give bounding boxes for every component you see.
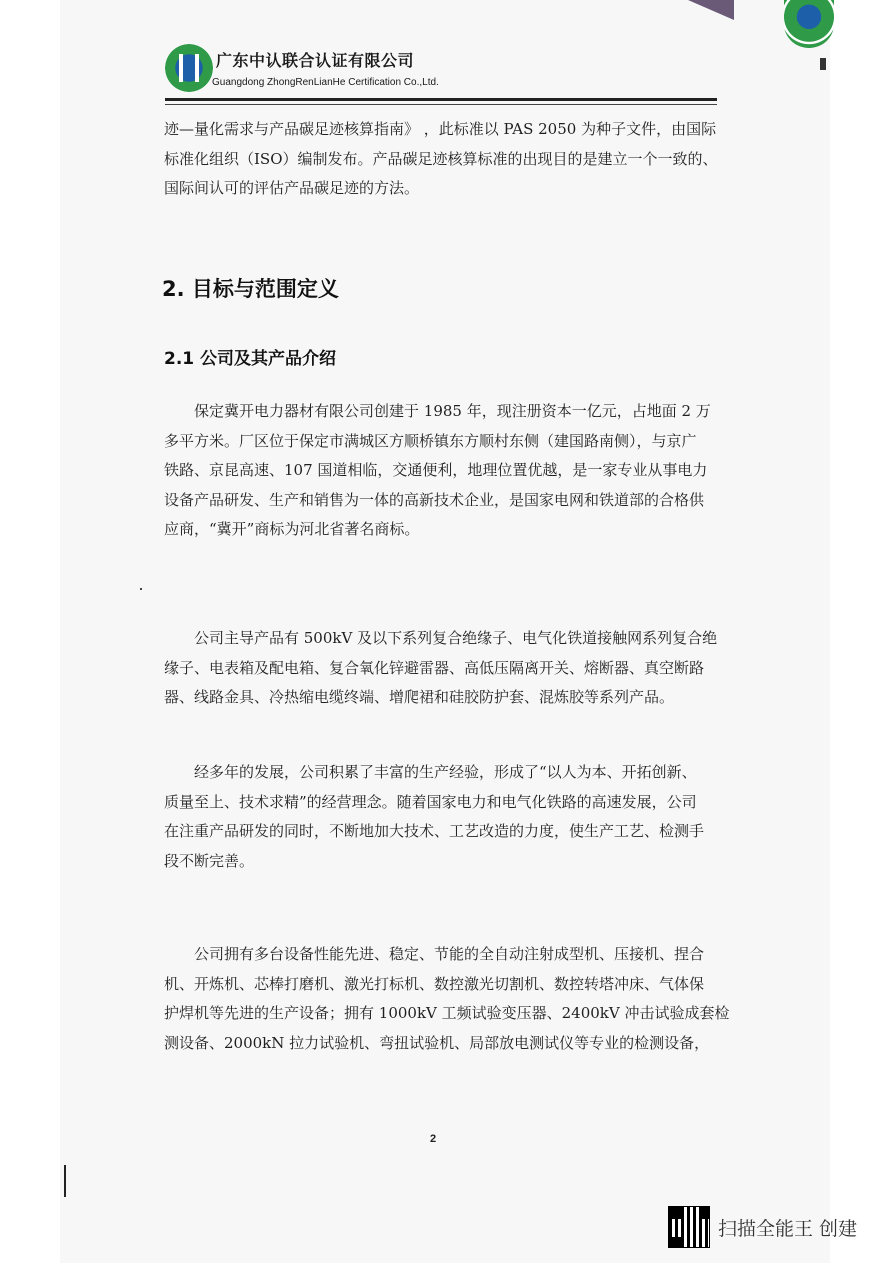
corner-fold-shape bbox=[688, 0, 734, 20]
text-line: 应商，“冀开”商标为河北省著名商标。 bbox=[164, 520, 420, 538]
text-line: 经多年的发展，公司积累了丰富的生产经验，形成了“以人为本、开拓创新、 bbox=[164, 763, 697, 781]
text-line: 护焊机等先进的生产设备；拥有 1000kV 工频试验变压器、2400kV 冲击试验成套检 bbox=[164, 1004, 730, 1022]
text-line: 段不断完善。 bbox=[164, 851, 255, 870]
text-line: 国际间认可的评估产品碳足迹的方法。 bbox=[164, 179, 420, 197]
body-paragraph bbox=[164, 624, 719, 713]
text-line: 多平方米。厂区位于保定市满城区方顺桥镇东方顺村东侧（建国路南侧），与京广 bbox=[164, 431, 697, 450]
company-logo-icon bbox=[165, 44, 213, 92]
text-line: 在注重产品研发的同时，不断地加大技术、工艺改造的力度，使生产工艺、检测手 bbox=[164, 822, 705, 840]
text-line: 测设备、2000kN 拉力试验机、弯扭试验机、局部放电测试仪等专业的检测设备， bbox=[164, 1033, 710, 1052]
header-rule-thick bbox=[165, 98, 717, 101]
corner-mark bbox=[820, 58, 826, 70]
text-line: 保定冀开电力器材有限公司创建于 1985 年，现注册资本一亿元，占地面 2 万 bbox=[164, 402, 711, 420]
page-edge-mark bbox=[64, 1165, 66, 1197]
text-line: 器、线路金具、冷热缩电缆终端、增爬裙和硅胶防护套、混炼胶等系列产品。 bbox=[164, 688, 675, 706]
scanner-watermark: 扫描全能王 创建 bbox=[718, 1218, 858, 1240]
text-line: 机、开炼机、芯棒打磨机、激光打标机、数控激光切割机、数控转塔冲床、气体保 bbox=[164, 974, 705, 993]
text-line: 质量至上、技术求精”的经营理念。随着国家电力和电气化铁路的高速发展，公司 bbox=[164, 792, 697, 811]
text-line: 铁路、京昆高速、107 国道相临，交通便利，地理位置优越，是一家专业从事电力 bbox=[164, 461, 708, 479]
text-line: 缘子、电表箱及配电箱、复合氧化锌避雷器、高低压隔离开关、熔断器、真空断路 bbox=[164, 658, 705, 677]
body-paragraph bbox=[164, 940, 730, 1058]
certification-seal-icon bbox=[784, 0, 834, 48]
intro-paragraph bbox=[164, 115, 719, 204]
scan-speck bbox=[140, 588, 142, 590]
text-line: 设备产品研发、生产和销售为一体的高新技术企业，是国家电网和铁道部的合格供 bbox=[164, 490, 705, 509]
text-line: 公司拥有多台设备性能先进、稳定、节能的全自动注射成型机、压接机、捏合 bbox=[164, 945, 705, 963]
company-name-cn: 广东中认联合认证有限公司 bbox=[216, 51, 415, 70]
subsection-heading: 2.1 公司及其产品介绍 bbox=[164, 349, 337, 369]
qr-code-icon bbox=[668, 1206, 710, 1248]
company-name-en: Guangdong ZhongRenLianHe Certification Co.,Ltd. bbox=[212, 77, 439, 88]
body-paragraph bbox=[164, 397, 719, 545]
text-line: 迹—量化需求与产品碳足迹核算指南》 ，此标准以 PAS 2050 为种子文件，由国际 bbox=[164, 120, 717, 138]
header-rule-thin bbox=[165, 104, 717, 105]
text-line: 标准化组织（ISO）编制发布。产品碳足迹核算标准的出现目的是建立一个一致的、 bbox=[164, 149, 718, 168]
text-line: 公司主导产品有 500kV 及以下系列复合绝缘子、电气化铁道接触网系列复合绝 bbox=[164, 629, 718, 647]
page-number: 2 bbox=[430, 1133, 437, 1145]
section-heading: 2. 目标与范围定义 bbox=[162, 277, 339, 301]
body-paragraph bbox=[164, 758, 719, 876]
